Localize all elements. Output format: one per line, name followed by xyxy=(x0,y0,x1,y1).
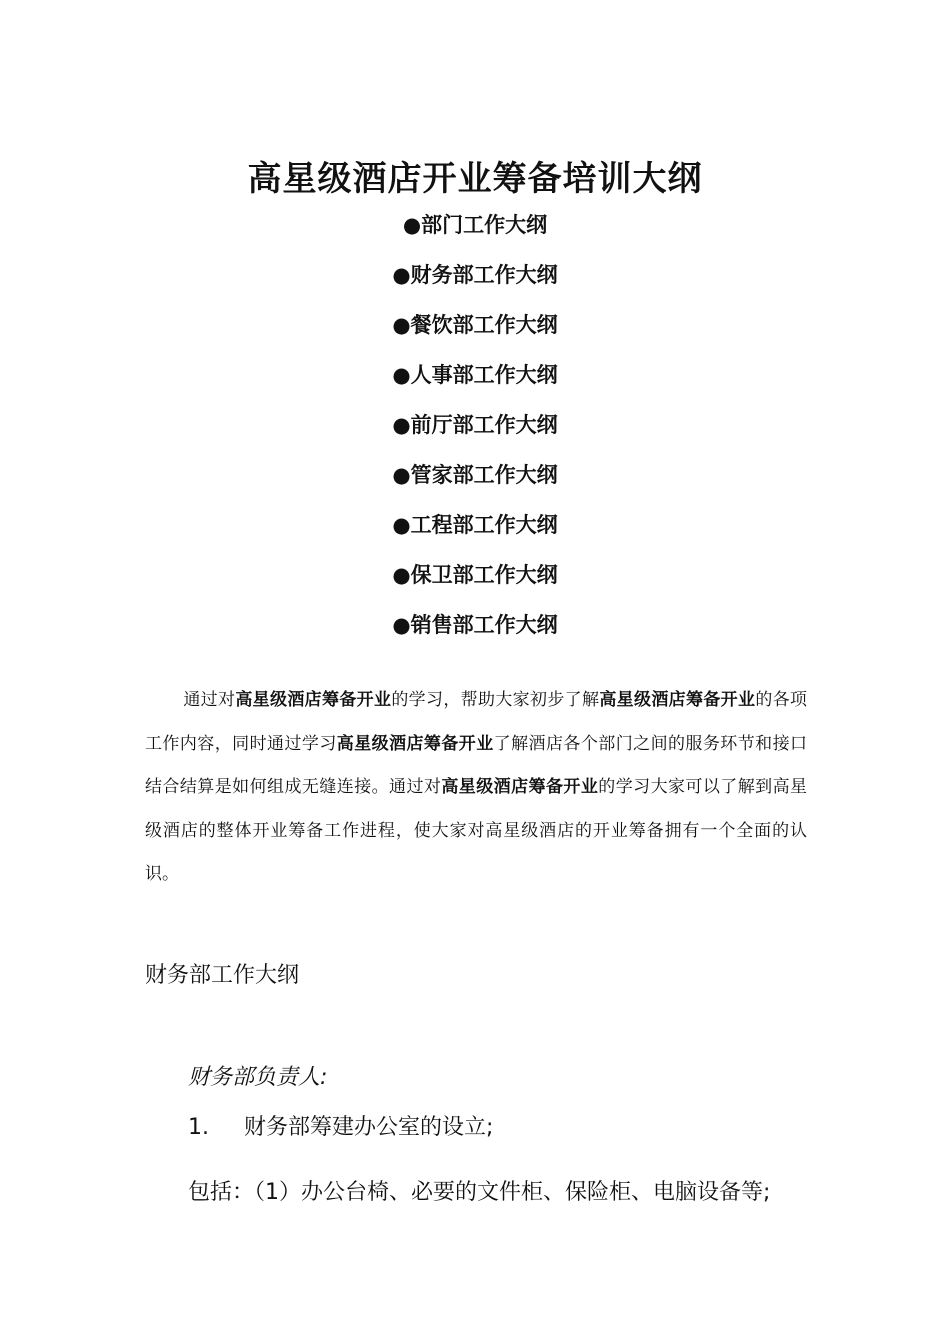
toc-item: ●销售部工作大纲 xyxy=(392,613,558,637)
toc-item: ●餐饮部工作大纲 xyxy=(392,313,558,337)
toc-item: ●前厅部工作大纲 xyxy=(392,413,558,437)
intro-emphasis: 高星级酒店筹备开业 xyxy=(441,777,599,797)
intro-text: 的各项工作内容，同时通过学习 xyxy=(145,690,808,754)
document-title: 高星级酒店开业筹备培训大纲 xyxy=(247,158,703,199)
intro-paragraph xyxy=(145,679,807,897)
list-item-number: 1. xyxy=(188,1115,209,1140)
intro-text: 的学习大家可以了解到高星级酒店的整体开业筹备工作进程，使大家对高星级酒店的开业筹备拥有一个全面的认识。 xyxy=(145,777,808,884)
intro-text: 的学习，帮助大家初步了解 xyxy=(391,690,600,710)
toc-item: ●财务部工作大纲 xyxy=(392,263,558,287)
intro-text: 通过对 xyxy=(183,690,236,710)
section-heading: 财务部工作大纲 xyxy=(145,963,300,988)
intro-emphasis: 高星级酒店筹备开业 xyxy=(599,690,756,710)
list-item xyxy=(188,1110,493,1141)
toc-item: ●部门工作大纲 xyxy=(402,213,548,237)
intro-text: 了解酒店各个部门之间的服务环节和接口结合结算是如何组成无缝连接。通过对 xyxy=(145,733,808,797)
toc-item: ●保卫部工作大纲 xyxy=(392,563,558,587)
toc-item: ●管家部工作大纲 xyxy=(392,463,558,487)
toc-item: ●人事部工作大纲 xyxy=(392,363,558,387)
list-item-detail: 包括：（1）办公台椅、必要的文件柜、保险柜、电脑设备等; xyxy=(188,1180,771,1205)
list-item-text: 财务部筹建办公室的设立; xyxy=(244,1115,494,1140)
responsible-label: 财务部负责人: xyxy=(188,1065,328,1090)
toc-item: ●工程部工作大纲 xyxy=(392,513,558,537)
intro-emphasis: 高星级酒店筹备开业 xyxy=(235,690,392,710)
toc-list xyxy=(0,207,950,657)
intro-emphasis: 高星级酒店筹备开业 xyxy=(336,733,494,754)
